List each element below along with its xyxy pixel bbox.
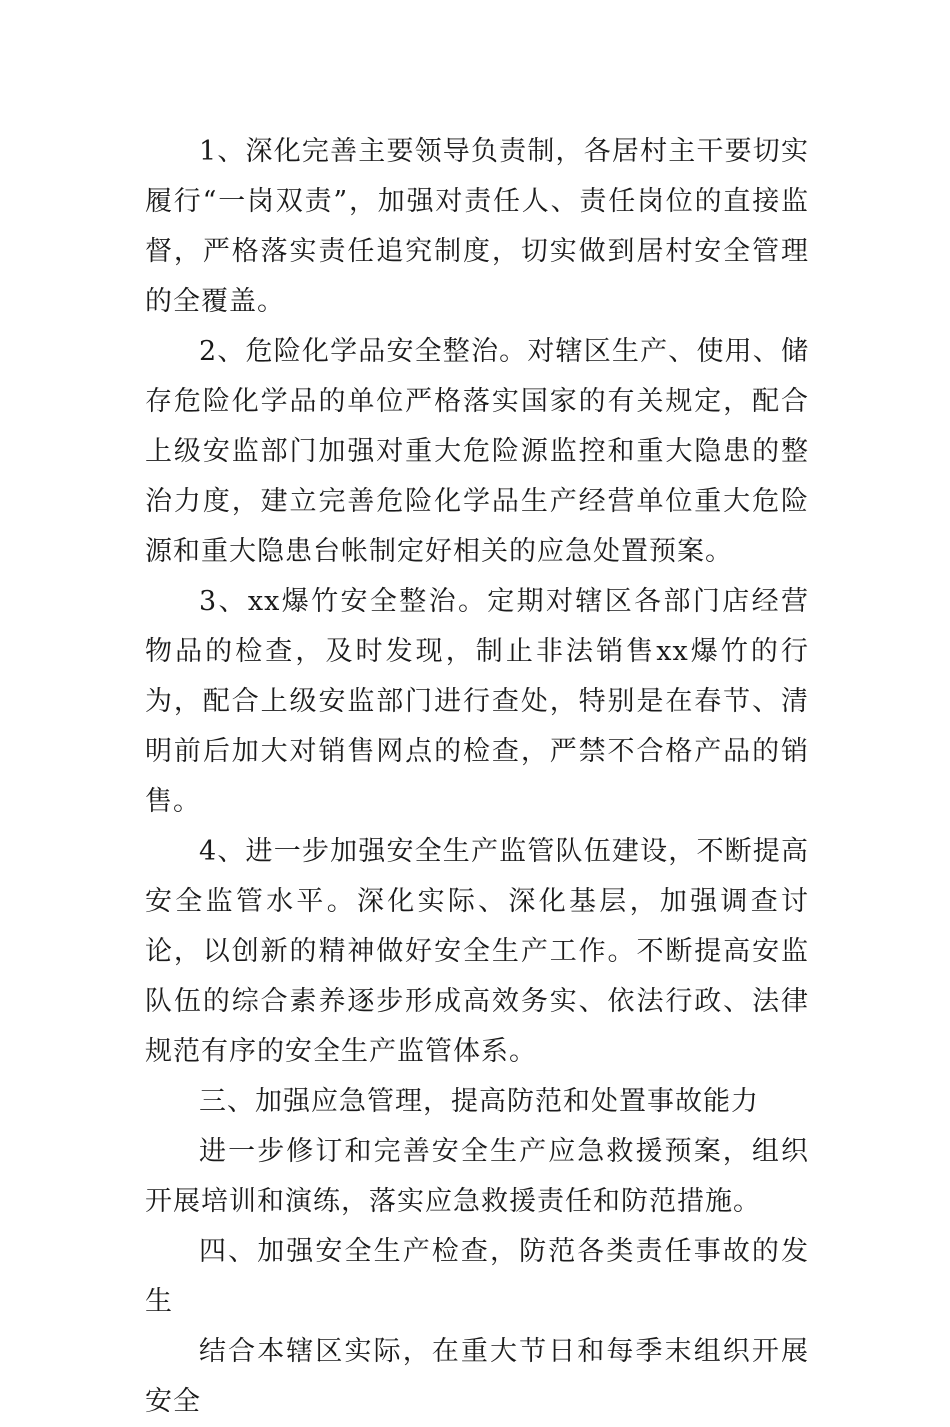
section-four-body: 结合本辖区实际，在重大节日和每季末组织开展安全 [145, 1336, 809, 1417]
document-body [145, 127, 809, 1427]
section-heading-three: 三、加强应急管理，提高防范和处置事故能力 [199, 1086, 759, 1117]
paragraph-item-1: 1、深化完善主要领导负责制，各居村主干要切实履行“一岗双责”，加强对责任人、责任岗位的直接监督，严格落实责任追究制度，切实做到居村安全管理的全覆盖。 [145, 136, 809, 317]
paragraph-item-2: 2、危险化学品安全整治。对辖区生产、使用、储存危险化学品的单位严格落实国家的有关规定，配合上级安监部门加强对重大危险源监控和重大隐患的整治力度，建立完善危险化学品生产经营单位重大危险源和重大隐患台帐制定好相关的应急处置预案。 [145, 336, 809, 567]
section-three-body: 进一步修订和完善安全生产应急救援预案，组织开展培训和演练，落实应急救援责任和防范措施。 [145, 1136, 809, 1217]
paragraph-item-4: 4、进一步加强安全生产监管队伍建设，不断提高安全监管水平。深化实际、深化基层，加强调查讨论，以创新的精神做好安全生产工作。不断提高安监队伍的综合素养逐步形成高效务实、依法行政、法律规范有序的安全生产监管体系。 [145, 836, 809, 1067]
paragraph-item-3: 3、xx爆竹安全整治。定期对辖区各部门店经营物品的检查，及时发现，制止非法销售xx爆竹的行为，配合上级安监部门进行查处，特别是在春节、清明前后加大对销售网点的检查，严禁不合格产品的销售。 [145, 586, 809, 817]
section-heading-four: 四、加强安全生产检查，防范各类责任事故的发生 [145, 1236, 809, 1317]
